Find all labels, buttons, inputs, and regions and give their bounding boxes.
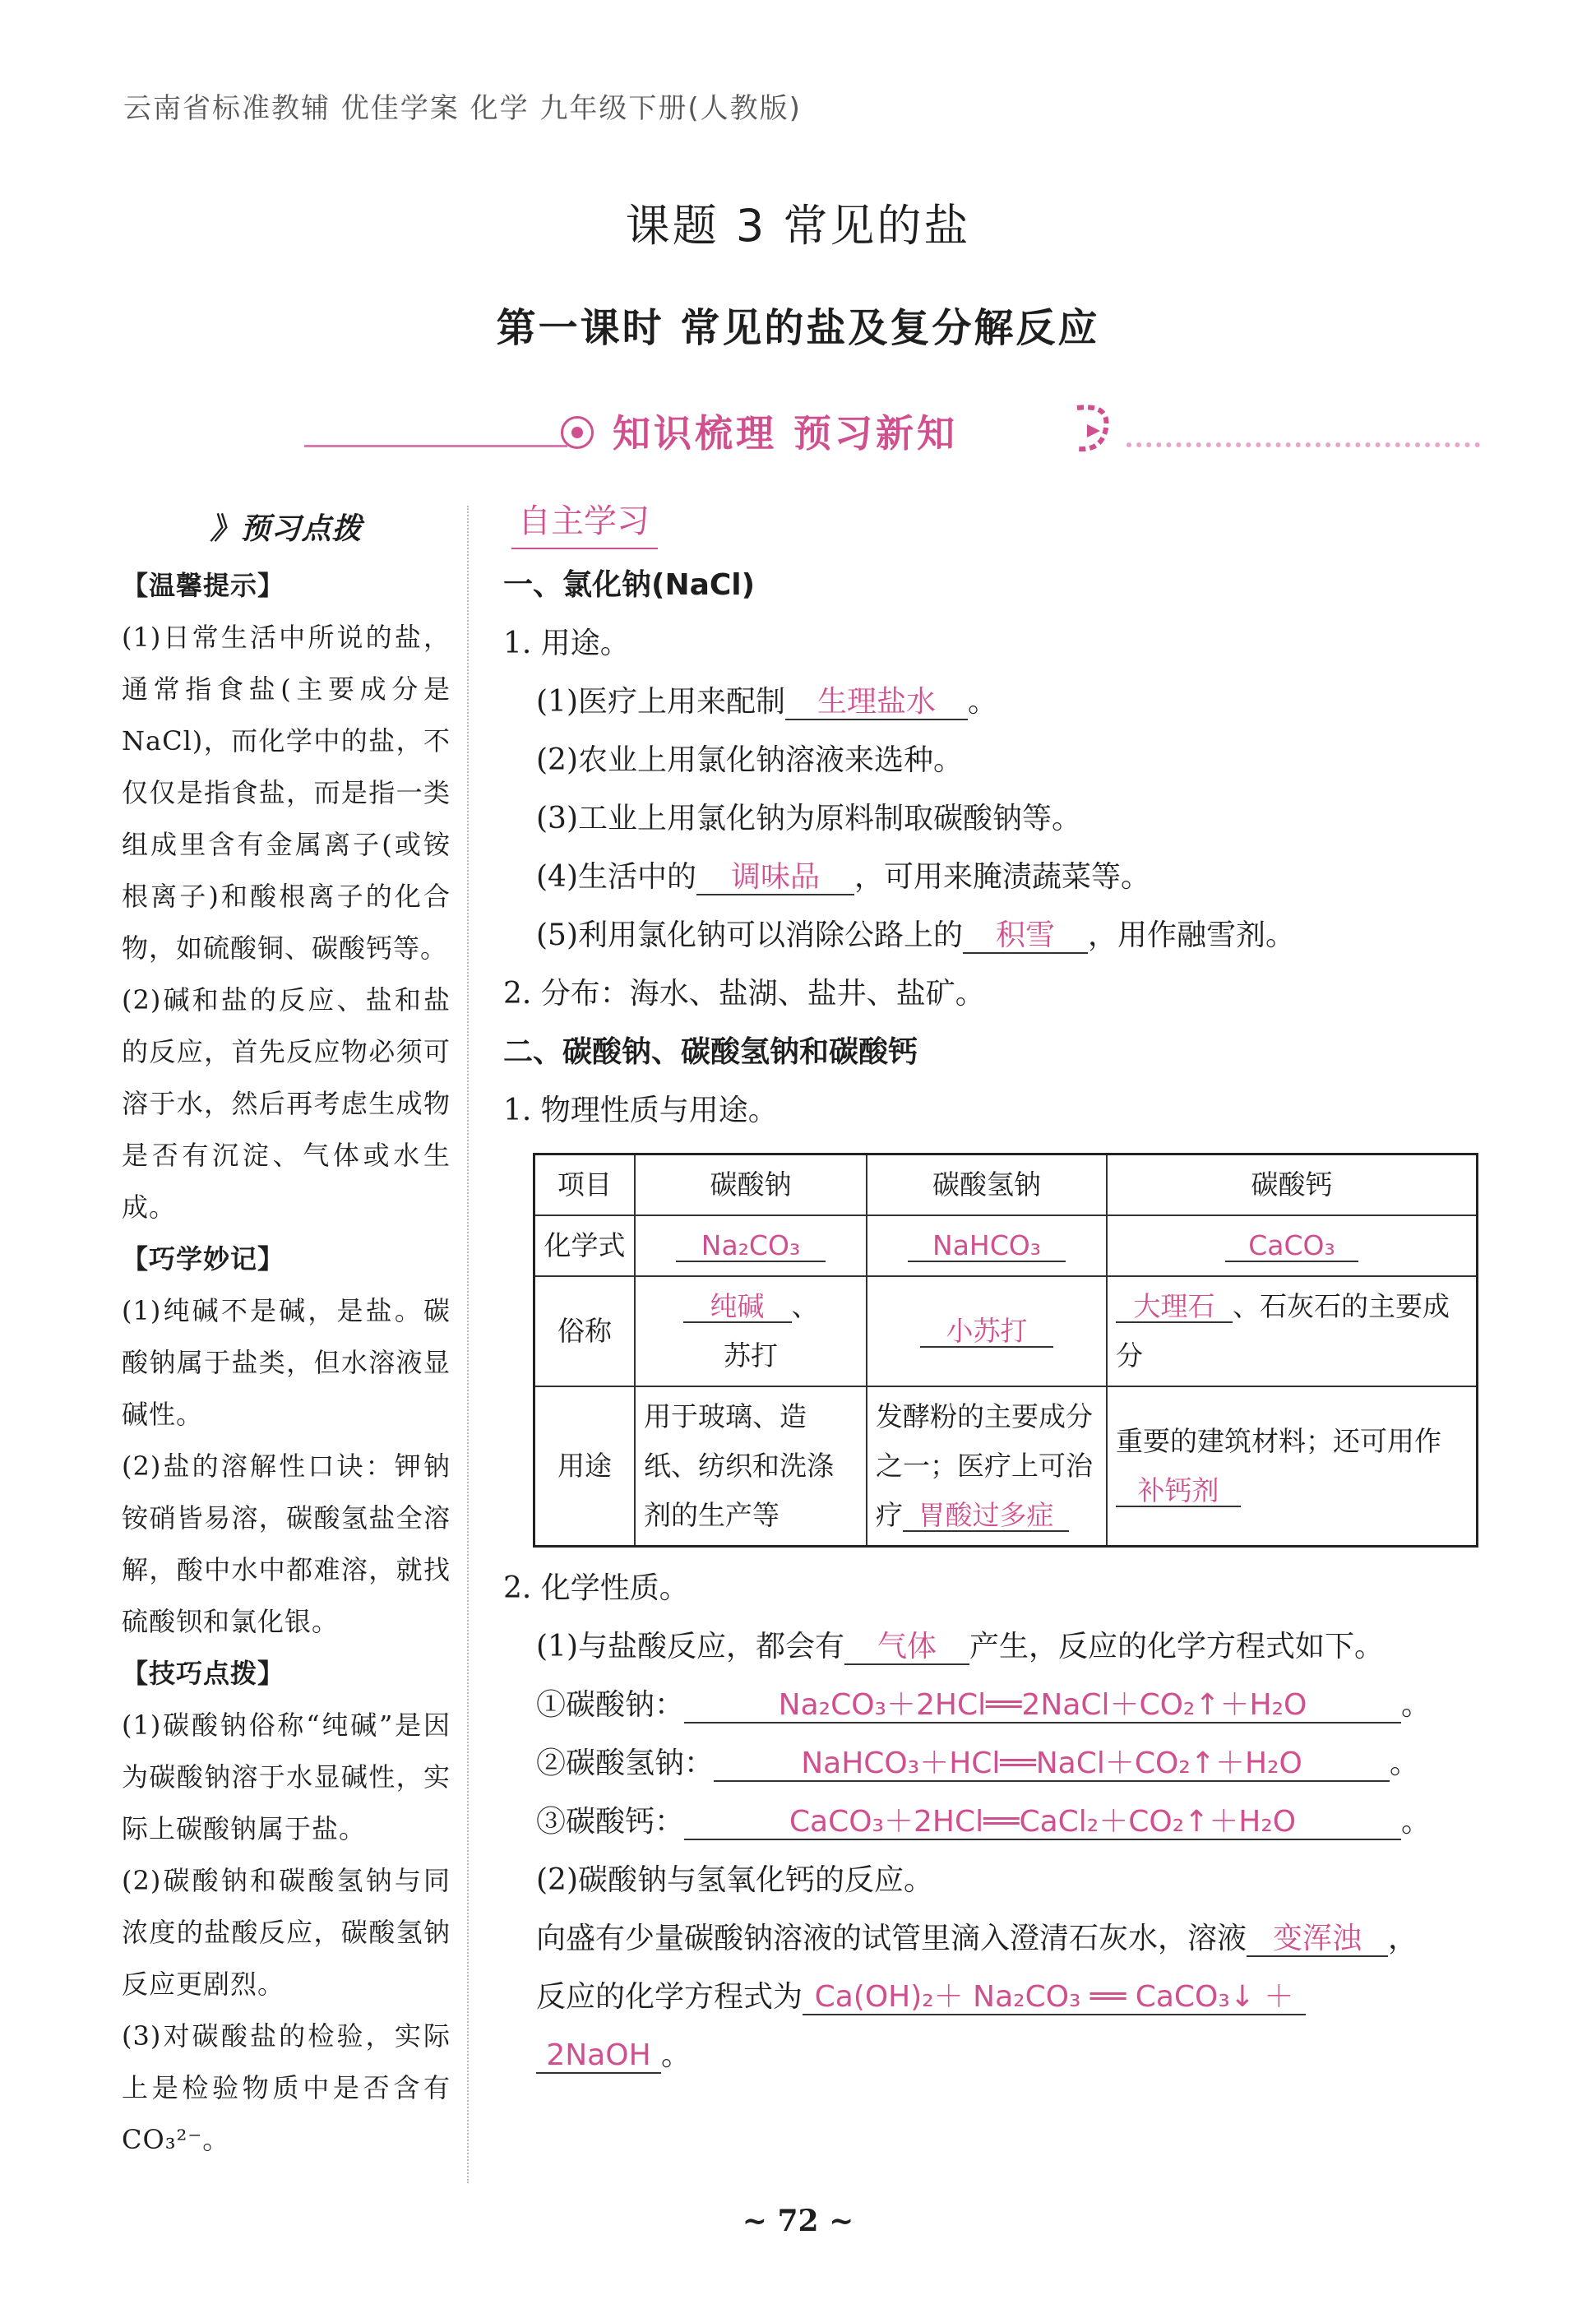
- use-item-1: (1)医疗上用来配制 生理盐水 。: [536, 685, 998, 719]
- row-label: 化学式: [534, 1215, 636, 1276]
- sidebar-tip: (2)碱和盐的反应、盐和盐的反应，首先反应物必须可溶于水，然后再考虑生成物是否有沉淀、气体或水生成。: [122, 984, 451, 1223]
- use-item-2: (2)农业上用氯化钠溶液来选种。: [536, 743, 963, 777]
- answer-blank[interactable]: 补钙剂: [1116, 1476, 1241, 1507]
- answer-blank[interactable]: NaHCO₃: [908, 1231, 1066, 1262]
- use-heading: 1. 用途。: [503, 627, 630, 660]
- equation-3: ③碳酸钙： CaCO₃＋2HCl══CaCl₂＋CO₂↑＋H₂O 。: [536, 1805, 1432, 1839]
- section-banner: [304, 400, 1480, 457]
- chem-item-1: (1)与盐酸反应，都会有 气体 产生，反应的化学方程式如下。: [536, 1630, 1385, 1663]
- use-item-3: (3)工业上用氯化钠为原料制取碳酸钠等。: [536, 802, 1081, 835]
- table-header: 碳酸氢钠: [867, 1154, 1107, 1216]
- chem-item-2-equation: 反应的化学方程式为 Ca(OH)₂＋ Na₂CO₃ ══ CaCO₃↓ ＋: [503, 1968, 1482, 2026]
- sidebar-section-title: 【巧学妙记】: [122, 1243, 285, 1275]
- page-number: ~ 72 ~: [742, 2204, 854, 2238]
- banner-line: [304, 445, 567, 447]
- section-1-title: 一、氯化钠(NaCl): [503, 568, 756, 602]
- cell-text: 用于玻璃、造纸、纺织和洗涤剂的生产等: [635, 1386, 867, 1547]
- row-label: 用途: [534, 1386, 636, 1547]
- sidebar-tip: (1)日常生活中所说的盐，通常指食盐(主要成分是NaCl)，而化学中的盐，不仅仅是指食盐，而是指一类组成里含有金属离子(或铵根离子)和酸根离子的化合物，如硫酸铜、碳酸钙等。: [122, 622, 451, 964]
- answer-blank[interactable]: 2NaOH: [536, 2039, 661, 2074]
- equation-2: ②碳酸氢钠： NaHCO₃＋HCl══NaCl＋CO₂↑＋H₂O 。: [536, 1747, 1420, 1780]
- answer-blank[interactable]: 胃酸过多症: [903, 1501, 1069, 1532]
- equation-1: ①碳酸钠： Na₂CO₃＋2HCl══2NaCl＋CO₂↑＋H₂O 。: [536, 1688, 1432, 1722]
- banner-title: 知识梳理 预习新知: [613, 411, 959, 456]
- main-content: [503, 493, 1482, 2084]
- answer-blank[interactable]: 气体: [844, 1631, 969, 1665]
- section-2-title: 二、碳酸钠、碳酸氢钠和碳酸钙: [503, 1035, 918, 1069]
- answer-blank[interactable]: Na₂CO₃＋2HCl══2NaCl＋CO₂↑＋H₂O: [684, 1689, 1401, 1723]
- sidebar-section-title: 【温馨提示】: [122, 570, 285, 601]
- table-header: 碳酸钙: [1107, 1154, 1478, 1216]
- cell-text: 发酵粉的主要成分之一；医疗上可治疗: [876, 1400, 1093, 1531]
- self-study-label: 自主学习: [511, 498, 658, 549]
- sidebar-tip: (1)纯碱不是碱，是盐。碳酸钠属于盐类，但水溶液显碱性。: [122, 1295, 451, 1430]
- chem-item-2: (2)碳酸钠与氢氧化钙的反应。: [536, 1863, 933, 1897]
- answer-blank[interactable]: 纯碱: [683, 1292, 792, 1323]
- chem-item-2-text: 向盛有少量碳酸钠溶液的试管里滴入澄清石灰水，溶液 变浑浊 ，: [536, 1922, 1418, 1955]
- use-item-5: (5)利用氯化钠可以消除公路上的 积雪 ，用作融雪剂。: [536, 918, 1296, 952]
- lesson-subtitle: 第一课时 常见的盐及复分解反应: [496, 305, 1100, 351]
- book-header: 云南省标准教辅 优佳学案 化学 九年级下册(人教版): [123, 92, 802, 125]
- row-label: 俗称: [534, 1276, 636, 1386]
- answer-blank[interactable]: NaHCO₃＋HCl══NaCl＋CO₂↑＋H₂O: [714, 1747, 1390, 1782]
- answer-blank[interactable]: 生理盐水: [785, 686, 968, 720]
- answer-blank[interactable]: CaCO₃: [1225, 1231, 1358, 1262]
- chemical-heading: 2. 化学性质。: [503, 1571, 689, 1605]
- answer-blank[interactable]: 小苏打: [920, 1316, 1053, 1348]
- table-row: [534, 1215, 1478, 1276]
- properties-table: [533, 1153, 1478, 1548]
- answer-blank[interactable]: 积雪: [963, 919, 1088, 954]
- sidebar-heading: 》预习点拨: [210, 512, 363, 546]
- answer-blank[interactable]: Na₂CO₃: [676, 1231, 826, 1262]
- sidebar-section-title: 【技巧点拨】: [122, 1658, 285, 1689]
- sidebar-tip: (2)盐的溶解性口诀：钾钠铵硝皆易溶，碳酸氢盐全溶解，酸中水中都难溶，就找硫酸钡和氯化银。: [122, 1450, 451, 1637]
- cell-text: 重要的建筑材料；还可用作: [1116, 1425, 1441, 1457]
- use-item-4: (4)生活中的 调味品 ，可用来腌渍蔬菜等。: [536, 860, 1151, 894]
- cell-text: 苏打: [724, 1339, 778, 1372]
- cell-text: 、石灰石的主要成分: [1116, 1290, 1450, 1372]
- answer-blank[interactable]: 大理石: [1116, 1292, 1233, 1323]
- swirl-icon: [1069, 400, 1118, 457]
- column-divider: [467, 506, 469, 2183]
- answer-blank[interactable]: CaCO₃＋2HCl══CaCl₂＋CO₂↑＋H₂O: [684, 1806, 1401, 1840]
- answer-blank[interactable]: 变浑浊: [1247, 1922, 1388, 1957]
- target-icon: [561, 416, 594, 449]
- table-row: [534, 1386, 1478, 1547]
- chem-item-2-equation-cont: 2NaOH 。: [503, 2026, 1482, 2084]
- sidebar-tip: (1)碳酸钠俗称“纯碱”是因为碳酸钠溶于水显碱性，实际上碳酸钠属于盐。: [122, 1710, 451, 1844]
- physical-heading: 1. 物理性质与用途。: [503, 1094, 778, 1127]
- table-header: 碳酸钠: [635, 1154, 867, 1216]
- table-row: [534, 1154, 1478, 1216]
- table-header: 项目: [534, 1154, 636, 1216]
- lesson-title: 课题 3 常见的盐: [625, 200, 971, 252]
- sidebar-tip: (2)碳酸钠和碳酸氢钠与同浓度的盐酸反应，碳酸氢钠反应更剧烈。: [122, 1865, 451, 2000]
- answer-blank[interactable]: Ca(OH)₂＋ Na₂CO₃ ══ CaCO₃↓ ＋: [803, 1981, 1306, 2015]
- distribution: 2. 分布：海水、盐湖、盐井、盐矿。: [503, 977, 985, 1011]
- sidebar-tip: (3)对碳酸盐的检验，实际上是检验物质中是否含有CO₃²⁻。: [122, 2020, 451, 2155]
- preview-sidebar: [122, 503, 451, 2166]
- answer-blank[interactable]: 调味品: [696, 861, 854, 895]
- banner-dots: [1126, 442, 1480, 447]
- table-row: 俗称 纯碱 、 苏打 小苏打 大理石 、石灰石的主要成分: [534, 1276, 1478, 1386]
